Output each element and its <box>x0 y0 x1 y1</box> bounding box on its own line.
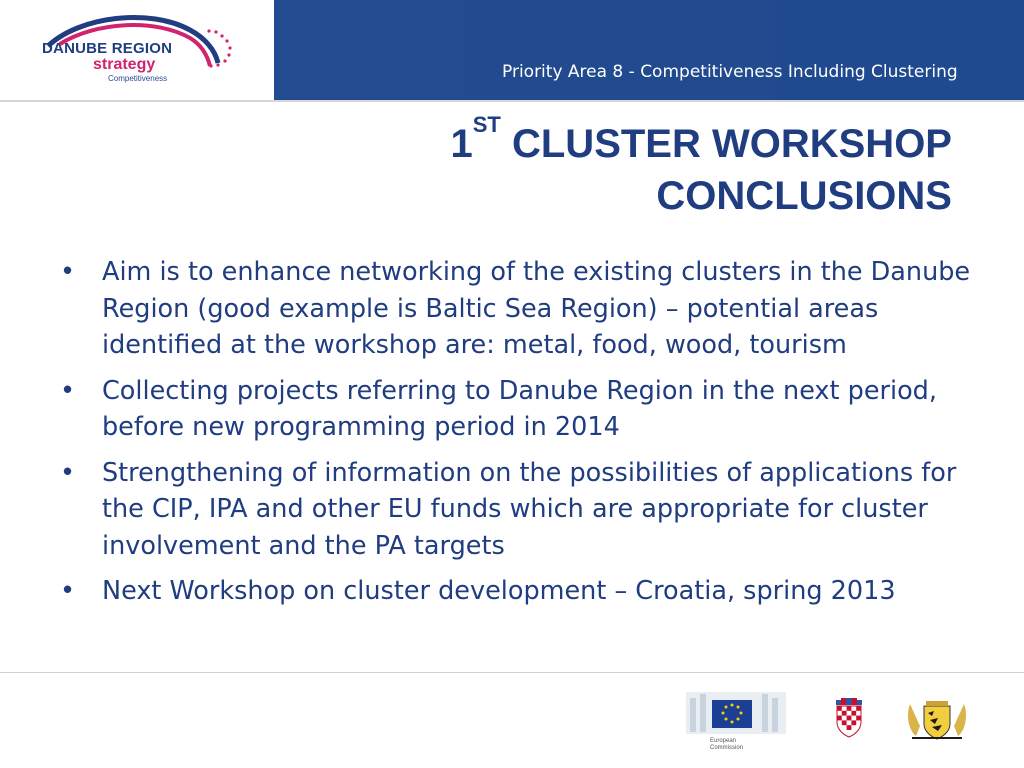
bullet-item: • Collecting projects referring to Danube Region in the next period, before new programming period in 2014 <box>60 373 980 446</box>
ec-caption-line-1: European <box>710 738 737 744</box>
title-line-1 <box>450 112 953 170</box>
footer-divider <box>0 672 1024 673</box>
title-line-2: CONCLUSIONS <box>656 174 952 218</box>
logo-title: DANUBE REGION <box>42 40 173 57</box>
logo-subtitle: strategy <box>93 56 156 73</box>
bullet-item: • Aim is to enhance networking of the existing clusters in the Danube Region (good example is Baltic Sea Region) – potential areas identified at the workshop are: metal, food, wood, tourism <box>60 254 980 364</box>
title-line-1-text: CLUSTER WORKSHOP <box>500 122 952 166</box>
title-superscript: ST <box>472 112 501 137</box>
header-divider <box>0 100 1024 102</box>
slide-header <box>0 0 1024 100</box>
danube-region-logo <box>0 0 274 100</box>
bullet-item: • Strengthening of information on the possibilities of applications for the CIP, IPA and other EU funds which are appropriate for cluster involvement and the PA targets <box>60 455 980 565</box>
title-number: 1 <box>450 122 473 166</box>
ec-building-icon <box>686 688 786 736</box>
bullet-list <box>60 254 980 619</box>
ec-caption-line-2: Commission <box>710 745 744 751</box>
croatia-coat-of-arms-icon <box>834 698 864 738</box>
bullet-item: • Next Workshop on cluster development – Croatia, spring 2013 <box>60 573 980 610</box>
baden-wuerttemberg-coat-of-arms-icon <box>904 700 970 740</box>
priority-area-label: Priority Area 8 - Competitiveness Including Clustering <box>502 62 958 82</box>
slide-title <box>450 112 953 222</box>
logo-tagline: Competitiveness <box>108 74 168 83</box>
header-banner <box>274 0 1024 100</box>
ec-caption <box>710 738 743 752</box>
